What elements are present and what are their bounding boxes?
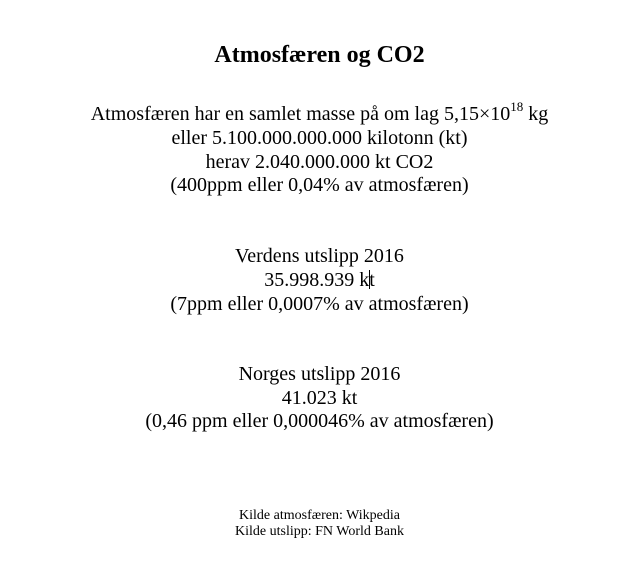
norway-emissions-amount: 41.023 kt: [281, 387, 358, 409]
atmosphere-kilotonn-line: eller 5.100.000.000.000 kilotonn (kt): [171, 127, 468, 149]
world-emissions-heading: Verdens utslipp 2016: [235, 245, 404, 267]
source-emissions: Kilde utslipp: FN World Bank: [235, 524, 404, 539]
atmosphere-mass-line: [0, 99, 639, 125]
source-atmosphere: Kilde atmosfæren: Wikpedia: [239, 508, 400, 523]
world-emissions-ppm-line: (7ppm eller 0,0007% av atmosfæren): [170, 293, 469, 315]
world-amount-text-start: 35.998.939 k: [264, 269, 370, 291]
atmosphere-co2-line: herav 2.040.000.000 kt CO2: [205, 151, 434, 173]
norway-emissions-heading: Norges utslipp 2016: [238, 363, 401, 385]
atmosphere-mass-exponent: 18: [510, 99, 524, 114]
atmosphere-ppm-line: (400ppm eller 0,04% av atmosfæren): [170, 174, 469, 196]
world-emissions-amount: [0, 270, 639, 290]
page-title: Atmosfæren og CO2: [214, 42, 425, 68]
atmosphere-mass-prefix: Atmosfæren har en samlet masse på om lag 5,15×10: [90, 103, 511, 125]
world-amount-text-end: t: [369, 269, 375, 291]
norway-emissions-ppm-line: (0,46 ppm eller 0,000046% av atmosfæren): [145, 410, 494, 432]
atmosphere-mass-unit: kg: [523, 103, 549, 125]
